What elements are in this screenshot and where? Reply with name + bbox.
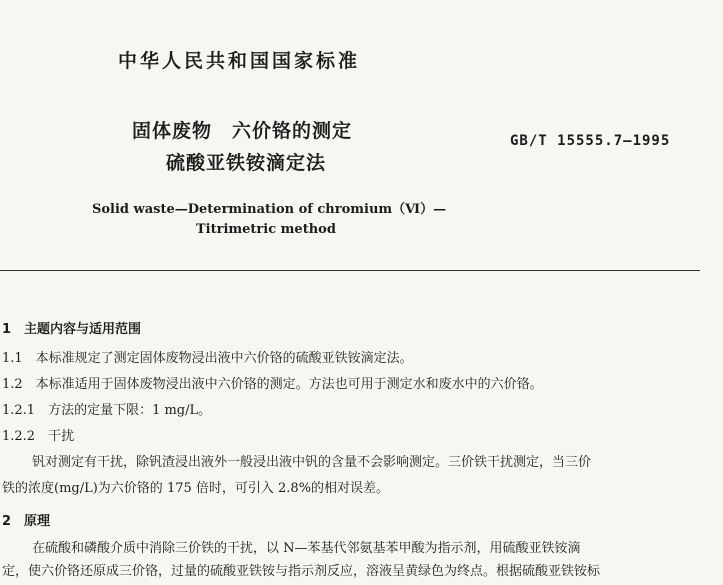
interference-paragraph-line-2: 铁的浓度(mg/L)为六价铬的 175 倍时，可引入 2.8%的相对误差。 (2, 481, 390, 496)
standard-category-heading: 中华人民共和国国家标准 (118, 50, 361, 72)
english-title-line-2: Titrimetric method (196, 222, 336, 237)
clause-1-2: 1.2 本标准适用于固体废物浸出液中六价铬的测定。方法也可用于测定水和废水中的六价铬。 (2, 377, 543, 392)
standard-number: GB/T 15555.7—1995 (510, 133, 671, 149)
document-title-line-1: 固体废物 六价铬的测定 (132, 120, 353, 142)
clause-1-2-1: 1.2.1 方法的定量下限：1 mg/L。 (2, 403, 212, 418)
header-divider (0, 270, 700, 271)
principle-paragraph-line-1: 在硫酸和磷酸介质中消除三价铁的干扰，以 N—苯基代邻氨基苯甲酸为指示剂，用硫酸亚铁铵滴 (32, 541, 581, 556)
interference-paragraph-line-1: 钒对测定有干扰，除钒渣浸出液外一般浸出液中钒的含量不会影响测定。三价铁干扰测定，当三价 (32, 455, 592, 470)
section-2-heading: 2 原理 (2, 514, 51, 529)
english-title-line-1: Solid waste—Determination of chromium（Ⅵ）— (92, 202, 447, 217)
principle-paragraph-line-2: 定，使六价铬还原成三价铬，过量的硫酸亚铁铵与指示剂反应，溶液呈黄绿色为终点。根据硫酸亚铁铵标 (2, 564, 601, 579)
clause-1-2-2: 1.2.2 干扰 (2, 429, 75, 444)
section-1-heading: 1 主题内容与适用范围 (2, 322, 142, 337)
clause-1-1: 1.1 本标准规定了测定固体废物浸出液中六价铬的硫酸亚铁铵滴定法。 (2, 351, 413, 366)
document-title-line-2: 硫酸亚铁铵滴定法 (166, 152, 327, 174)
